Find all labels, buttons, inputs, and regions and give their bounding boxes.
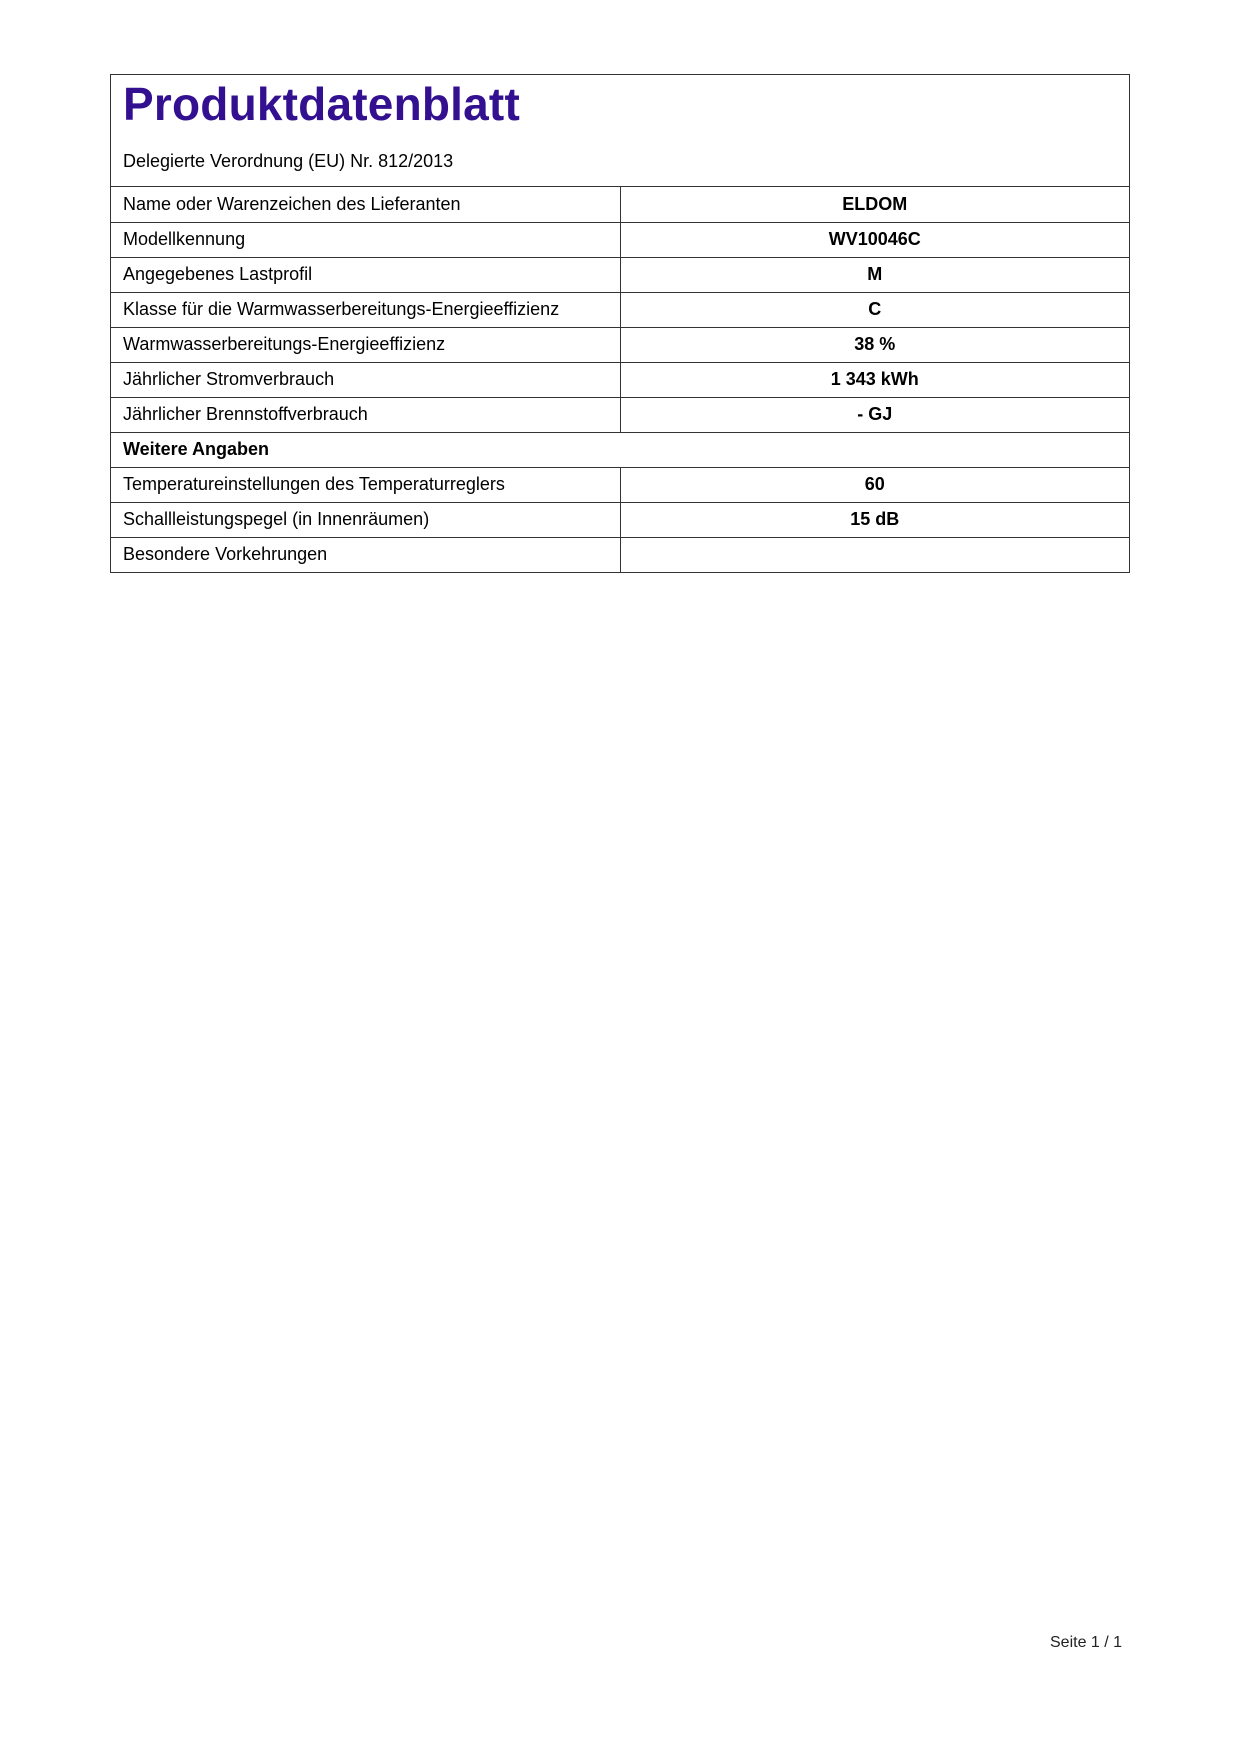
- row-label: Jährlicher Stromverbrauch: [111, 362, 620, 397]
- row-value: 60: [620, 467, 1129, 502]
- table-row: [111, 327, 1129, 362]
- table-row: [111, 362, 1129, 397]
- row-value: - GJ: [620, 397, 1129, 432]
- page-title: Produktdatenblatt: [123, 78, 520, 130]
- row-label: Name oder Warenzeichen des Lieferanten: [123, 193, 461, 214]
- row-label: Schallleistungspegel (in Innenräumen): [111, 502, 620, 537]
- row-label: Jährlicher Brennstoffverbrauch: [111, 397, 620, 432]
- row-value: [620, 537, 1129, 572]
- row-value: ELDOM: [620, 187, 1129, 222]
- row-value: WV10046C: [620, 222, 1129, 257]
- product-data-sheet: [110, 74, 1130, 573]
- row-value: M: [620, 257, 1129, 292]
- section-heading: Weitere Angaben: [111, 432, 1129, 467]
- table-row: [111, 292, 1129, 327]
- row-value: 38 %: [620, 327, 1129, 362]
- row-label: Warmwasserbereitungs-Energieeffizienz: [111, 327, 620, 362]
- regulation-subtitle: Delegierte Verordnung (EU) Nr. 812/2013: [123, 151, 454, 171]
- table-row: [111, 467, 1129, 502]
- row-value: C: [620, 292, 1129, 327]
- row-label: Klasse für die Warmwasserbereitungs-Energieeffizienz: [111, 292, 620, 327]
- row-label: Angegebenes Lastprofil: [111, 257, 620, 292]
- table-row: [111, 397, 1129, 432]
- table-row: [111, 257, 1129, 292]
- table-row: [111, 222, 1129, 257]
- row-label: Besondere Vorkehrungen: [111, 537, 620, 572]
- page-number: Seite 1 / 1: [1050, 1634, 1123, 1651]
- row-value: 15 dB: [620, 502, 1129, 537]
- row-label: Temperatureinstellungen des Temperaturreglers: [111, 467, 620, 502]
- row-label: Modellkennung: [111, 222, 620, 257]
- section-row: [111, 432, 1129, 467]
- data-table: [111, 187, 1129, 572]
- table-row: [111, 537, 1129, 572]
- row-value: 1 343 kWh: [620, 362, 1129, 397]
- table-row: [111, 502, 1129, 537]
- table-row: [111, 187, 1129, 222]
- sheet-header: [111, 75, 1129, 187]
